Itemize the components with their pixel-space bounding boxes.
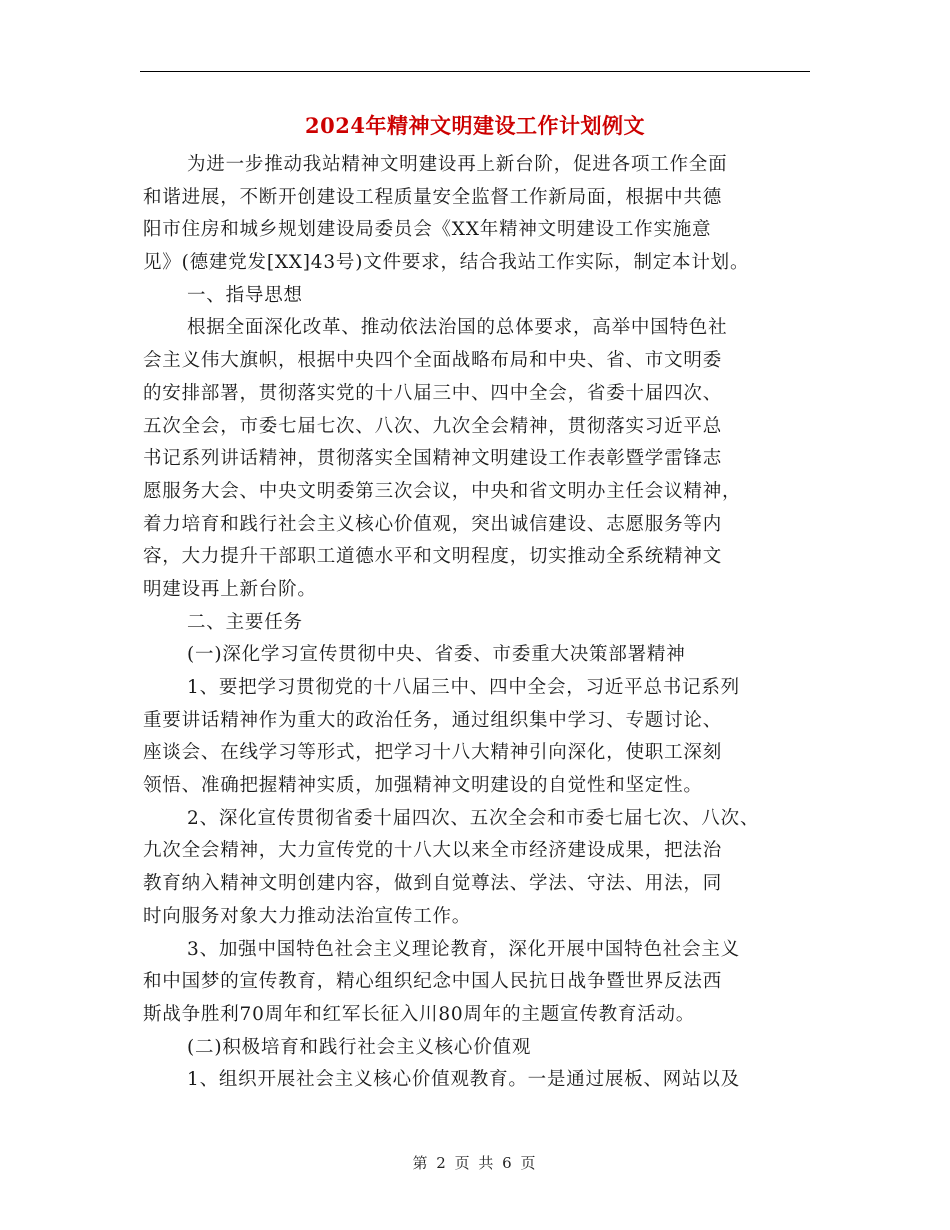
body-line: 1、组织开展社会主义核心价值观教育。一是通过展板、网站以及 — [187, 1069, 740, 1091]
body-line: 容，大力提升干部职工道德水平和文明程度，切实推动全系统精神文 — [143, 546, 723, 568]
header-rule — [140, 71, 810, 72]
page-number-footer: 第 2 页 共 6 页 — [412, 1154, 538, 1172]
body-line: 斯战争胜利70周年和红军长征入川80周年的主题宣传教育活动。 — [143, 1003, 696, 1025]
body-line: 座谈会、在线学习等形式，把学习十八大精神引向深化，使职工深刻 — [143, 742, 723, 764]
body-line: 书记系列讲话精神，贯彻落实全国精神文明建设工作表彰暨学雷锋志 — [143, 448, 723, 470]
document-body — [143, 149, 813, 1097]
body-line: 领悟、准确把握精神实质，加强精神文明建设的自觉性和坚定性。 — [143, 775, 703, 797]
body-line: 会主义伟大旗帜，根据中央四个全面战略布局和中央、省、市文明委 — [143, 350, 723, 372]
body-line: (二)积极培育和践行社会主义核心价值观 — [187, 1036, 532, 1058]
body-line: 九次全会精神，大力宣传党的十八大以来全市经济建设成果，把法治 — [143, 840, 723, 862]
body-line: 明建设再上新台阶。 — [143, 578, 317, 600]
body-line: 的安排部署，贯彻落实党的十八届三中、四中全会，省委十届四次、 — [143, 382, 723, 404]
body-line: 2、深化宣传贯彻省委十届四次、五次全会和市委七届七次、八次、 — [187, 807, 760, 829]
body-line: 根据全面深化改革、推动依法治国的总体要求，高举中国特色社 — [187, 317, 728, 339]
body-line: 教育纳入精神文明创建内容，做到自觉尊法、学法、守法、用法，同 — [143, 873, 723, 895]
body-line: 为进一步推动我站精神文明建设再上新台阶，促进各项工作全面 — [187, 154, 728, 175]
body-line: 和谐进展，不断开创建设工程质量安全监督工作新局面，根据中共德 — [143, 186, 723, 208]
body-line: 一、指导思想 — [187, 284, 303, 306]
body-line: 二、主要任务 — [187, 611, 303, 633]
body-line: (一)深化学习宣传贯彻中央、省委、市委重大决策部署精神 — [187, 644, 686, 666]
body-line: 阳市住房和城乡规划建设局委员会《XX年精神文明建设工作实施意 — [143, 219, 712, 241]
body-line: 3、加强中国特色社会主义理论教育，深化开展中国特色社会主义 — [187, 938, 740, 960]
body-line: 和中国梦的宣传教育，精心组织纪念中国人民抗日战争暨世界反法西 — [143, 971, 723, 993]
body-line: 1、要把学习贯彻党的十八届三中、四中全会，习近平总书记系列 — [187, 677, 740, 698]
body-line: 重要讲话精神作为重大的政治任务，通过组织集中学习、专题讨论、 — [143, 709, 723, 731]
body-line: 着力培育和践行社会主义核心价值观，突出诚信建设、志愿服务等内 — [143, 513, 723, 535]
body-line: 五次全会，市委七届七次、八次、九次全会精神，贯彻落实习近平总 — [143, 415, 723, 437]
document-title: 2024年精神文明建设工作计划例文 — [305, 113, 645, 138]
body-line: 愿服务大会、中央文明委第三次会议，中央和省文明办主任会议精神， — [143, 480, 742, 502]
body-line: 见》(德建党发[XX]43号)文件要求，结合我站工作实际，制定本计划。 — [143, 252, 750, 274]
body-line: 时向服务对象大力推动法治宣传工作。 — [143, 905, 472, 927]
